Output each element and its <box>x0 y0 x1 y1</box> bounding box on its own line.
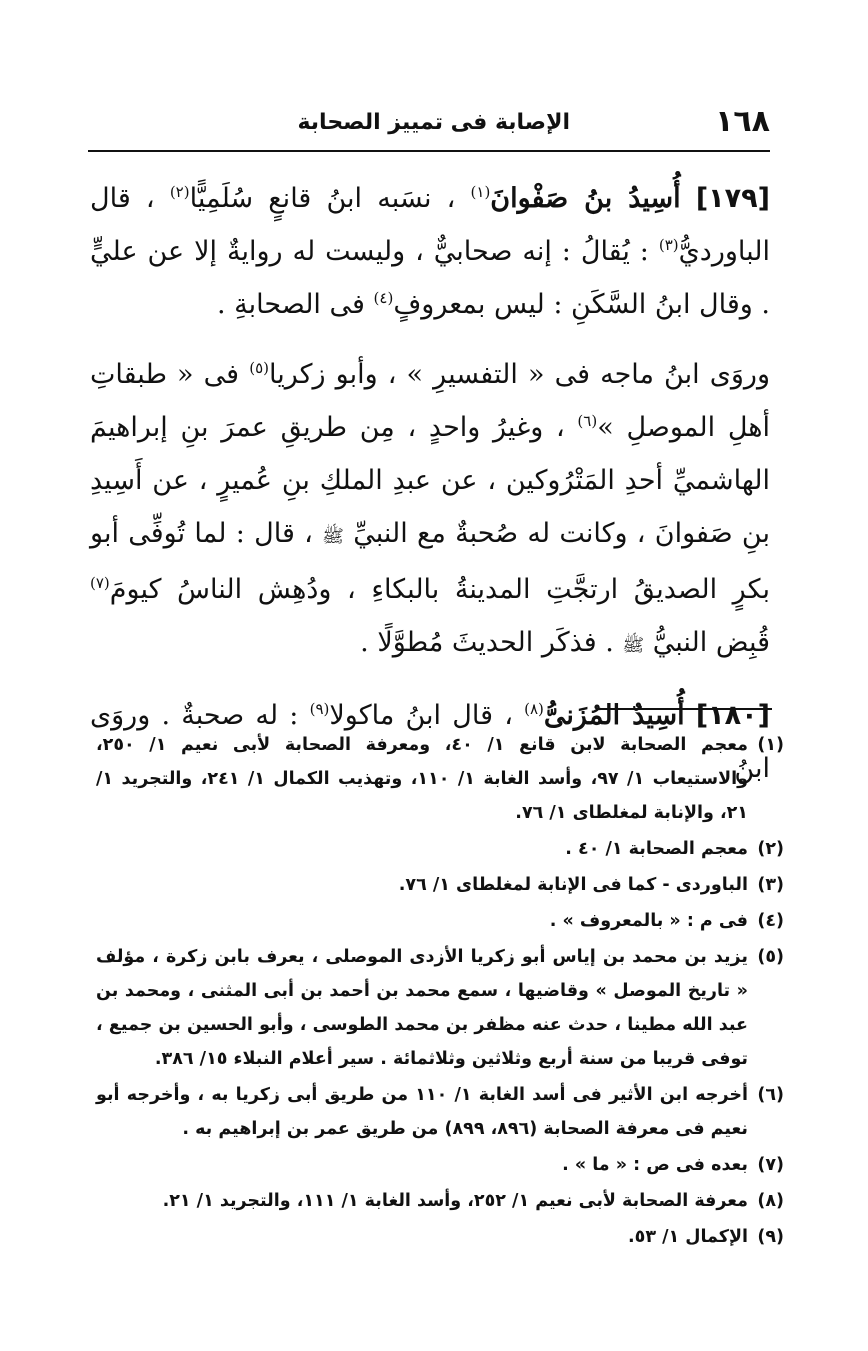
paragraph-narration <box>90 348 770 672</box>
footnote-number: (٩) <box>757 1227 784 1247</box>
honorific-glyph: ﷺ <box>322 526 344 547</box>
footnote-item <box>96 940 784 1076</box>
footnote-text: أخرجه ابن الأثير فى أسد الغابة ١/ ١١٠ من طريق أبى زكريا به ، وأخرجه أبو نعيم فى معرفة الصحابة (٨٩٦، ٨٩٩) من طريق عمر بن إبراهيم به . <box>96 1085 748 1139</box>
main-text <box>90 172 770 812</box>
footnote-ref[interactable]: (١) <box>470 183 491 201</box>
text-segment: وروَى ابنُ ماجه فى « التفسيرِ » ، وأبو زكريا <box>268 359 770 390</box>
footnote-ref[interactable]: (٣) <box>658 236 679 254</box>
footnote-item <box>96 1220 784 1254</box>
footnote-ref[interactable]: (٢) <box>169 183 190 201</box>
text-segment: : يُقالُ : إنه صحابيٌّ ، وليست له روايةٌ إلا عن عليٍّ . وقال ابنُ السَّكَنِ : ليس بمعروفٍ <box>90 236 770 320</box>
text-segment: ، قال الباورديُّ <box>90 183 770 267</box>
entry-name: أُسِيدٌ المُزَنىُّ <box>543 700 685 731</box>
text-segment: ، وغيرُ واحدٍ ، مِن طريقِ عمرَ بنِ إبراهيمَ الهاشميِّ أحدِ المَتْرُوكين ، عن عبدِ الملكِ بنِ عُميرٍ ، عن أَسِيدِ بنِ صَفوانَ ، وكانت له صُحبةٌ مع النبيِّ <box>90 412 770 549</box>
footnote-text: معجم الصحابة ١/ ٤٠ . <box>565 839 748 859</box>
footnote-number: (٤) <box>757 911 784 931</box>
footnote-item <box>96 832 784 866</box>
footnote-item <box>96 1148 784 1182</box>
footnote-text: معجم الصحابة لابن قانع ١/ ٤٠، ومعرفة الصحابة لأبى نعيم ١/ ٢٥٠، والاستيعاب ١/ ٩٧، وأسد الغابة ١/ ١١٠، وتهذيب الكمال ١/ ٢٤١، والتجريد ١/ ٢١، والإنابة لمغلطاى ١/ ٧٦. <box>96 735 749 823</box>
footnote-text: الباوردى - كما فى الإنابة لمغلطاى ١/ ٧٦. <box>398 875 748 895</box>
footnote-item <box>96 728 784 830</box>
footnote-ref[interactable]: (٦) <box>577 412 598 430</box>
footnote-item <box>96 1184 784 1218</box>
text-segment: قُبِض النبيُّ <box>652 627 770 658</box>
footnote-ref[interactable]: (٩) <box>309 700 330 718</box>
text-segment: فى الصحابةِ . <box>216 289 365 320</box>
footnote-number: (٢) <box>757 839 784 859</box>
footnote-text: يزيد بن محمد بن إياس أبو زكريا الأزدى الموصلى ، يعرف بابن زكرة ، مؤلف « تاريخ الموصل » وقاضيها ، سمع محمد بن أحمد بن أبى المثنى ، ومحمد بن عبد الله مطينا ، حدث عنه مظفر بن محمد الطوسى ، وأبو الحسين بن جميع ، توفى قريبا من سنة أربع وثلاثين وثلاثمائة . سير أعلام النبلاء ١٥/ ٣٨٦. <box>96 947 748 1069</box>
text-segment: : له صحبةٌ . وروَى ابنُ <box>90 700 770 784</box>
footnote-separator <box>598 708 772 710</box>
footnote-ref[interactable]: (٧) <box>90 574 110 592</box>
footnote-item <box>96 868 784 902</box>
footnote-number: (٨) <box>757 1191 784 1211</box>
text-segment: ، قال ابنُ ماكولا <box>329 700 513 731</box>
page-number: ١٦٨ <box>715 104 770 139</box>
text-segment: ، قال : لما تُوفِّى أبو بكرٍ الصديقُ ارتجَّتِ المدينةُ بالبكاءِ ، ودُهِش الناسُ كيومَ <box>90 518 770 605</box>
footnote-number: (١) <box>757 735 784 755</box>
footnotes-section <box>96 728 784 1256</box>
footnote-number: (٦) <box>757 1085 784 1105</box>
header-rule <box>88 150 770 152</box>
footnote-number: (٥) <box>757 947 784 967</box>
footnote-ref[interactable]: (٨) <box>524 700 544 718</box>
footnote-ref[interactable]: (٤) <box>373 289 394 307</box>
footnote-number: (٣) <box>757 875 784 895</box>
entry-number: [١٨٠] <box>695 700 770 731</box>
footnote-text: معرفة الصحابة لأبى نعيم ١/ ٢٥٢، وأسد الغابة ١/ ١١١، والتجريد ١/ ٢١. <box>162 1191 748 1211</box>
footnote-text: الإكمال ١/ ٥٣. <box>628 1227 748 1247</box>
footnote-ref[interactable]: (٥) <box>249 359 269 377</box>
text-segment: . فذكَر الحديثَ مُطوَّلًا . <box>360 627 614 658</box>
entry-179 <box>90 172 770 331</box>
footnote-item <box>96 904 784 938</box>
text-segment: فى « طبقاتِ أهلِ الموصلِ » <box>90 359 771 443</box>
honorific-glyph: ﷺ <box>622 635 645 656</box>
page-header <box>88 104 770 148</box>
entry-name: أُسِيدُ بنُ صَفْوانَ <box>490 183 681 214</box>
footnote-text: فى م : « بالمعروف » . <box>549 911 748 931</box>
footnote-item <box>96 1078 784 1146</box>
footnote-number: (٧) <box>757 1155 784 1175</box>
running-title: الإصابة فى تمييز الصحابة <box>297 110 570 135</box>
text-segment: ، نسَبه ابنُ قانعٍ سُلَمِيًّا <box>189 183 456 214</box>
footnote-text: بعده فى ص : « ما » . <box>562 1155 748 1175</box>
entry-number: [١٧٩] <box>695 183 770 214</box>
